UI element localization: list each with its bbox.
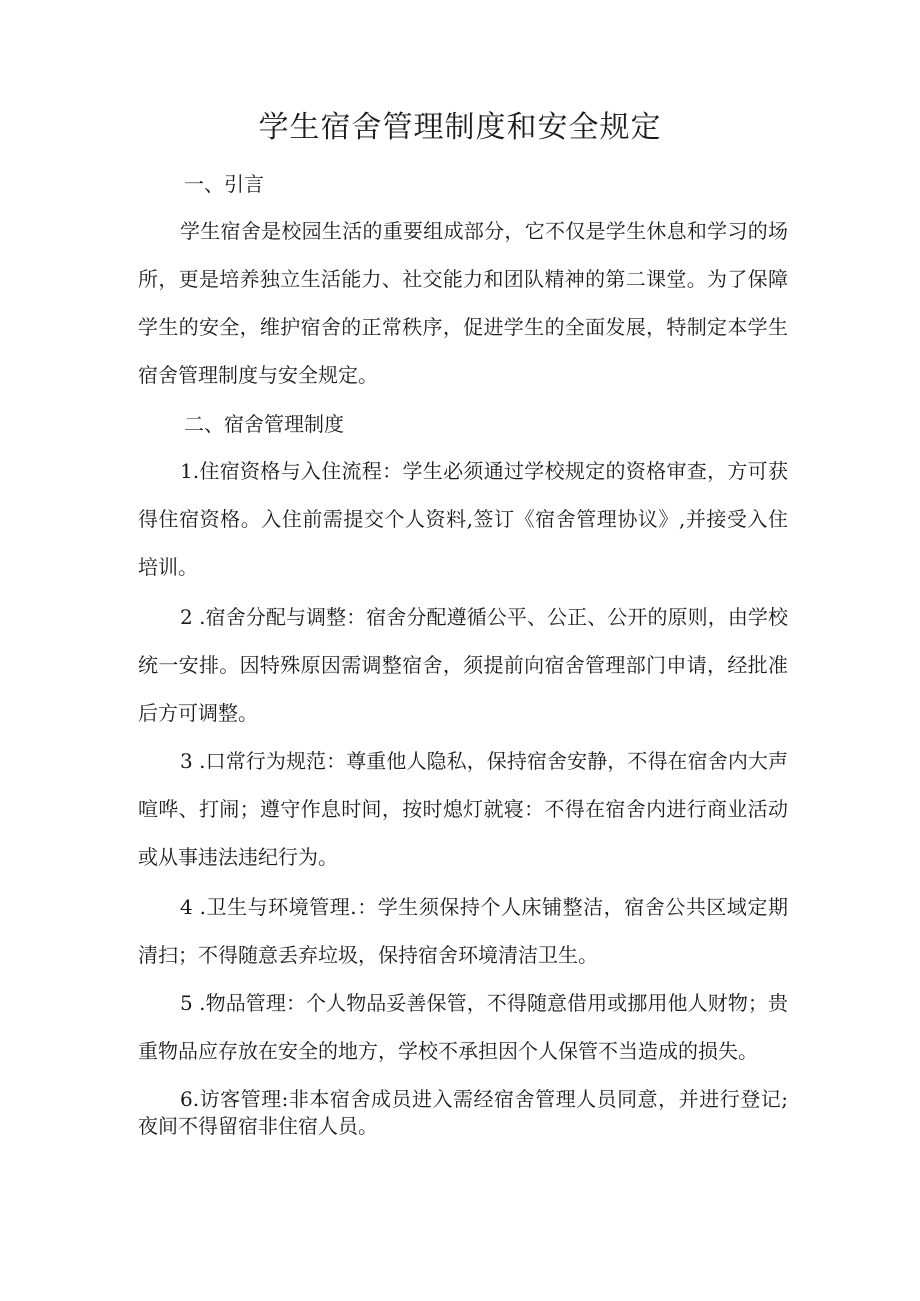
section-heading-introduction: 一、引言 [184,172,264,196]
paragraph-rule-5: 5 .物品管理：个人物品妥善保管，不得随意借用或挪用他人财物；贵重物品应存放在安全的地方，学校不承担因个人保管不当造成的损失。 [138,991,788,1063]
paragraph-rule-1: 1.住宿资格与入住流程：学生必须通过学校规定的资格审查，方可获得住宿资格。入住前需提交个人资料,签订《宿舍管理协议》,并接受入住培训。 [138,459,788,579]
paragraph-rule-6: 6.访客管理:非本宿舍成员进入需经宿舍管理人员同意，并进行登记;夜间不得留宿非住宿人员。 [138,1087,788,1138]
paragraph-introduction: 学生宿舍是校园生活的重要组成部分，它不仅是学生休息和学习的场所，更是培养独立生活能力、社交能力和团队精神的第二课堂。为了保障学生的安全，维护宿舍的正常秩序，促进学生的全面发展，特制定本学生宿舍管理制度与安全规定。 [138,219,788,387]
section-heading-dorm-management: 二、宿舍管理制度 [184,412,344,436]
paragraph-rule-4: 4 .卫生与环境管理.：学生须保持个人床铺整洁，宿舍公共区域定期清扫；不得随意丢弃垃圾，保持宿舍环境清洁卫生。 [138,895,788,967]
document-title: 学生宿舍管理制度和安全规定 [258,110,662,145]
paragraph-rule-3: 3 .口常行为规范：尊重他人隐私，保持宿舍安静，不得在宿舍内大声喧哗、打闹；遵守作息时间，按时熄灯就寝：不得在宿舍内进行商业活动或从事违法违纪行为。 [138,749,788,869]
paragraph-rule-2: 2 .宿舍分配与调整：宿舍分配遵循公平、公正、公开的原则，由学校统一安排。因特殊原因需调整宿舍，须提前向宿舍管理部门申请，经批准后方可调整。 [138,605,788,725]
